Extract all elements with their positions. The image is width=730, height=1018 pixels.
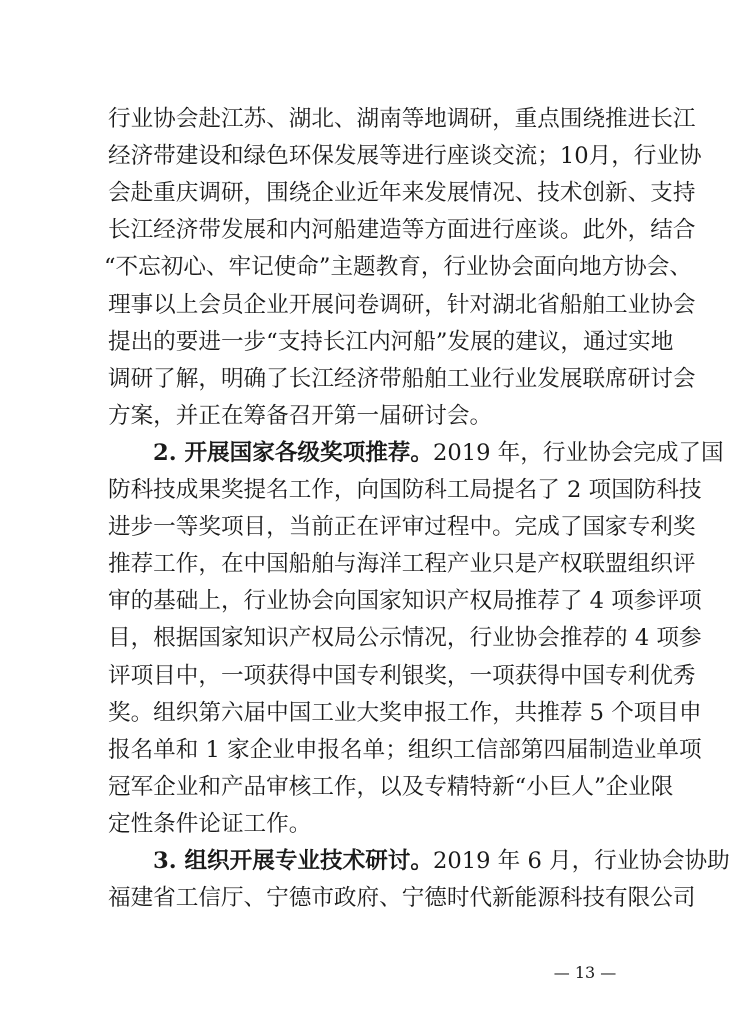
text-line: 冠军企业和产品审核工作，以及专精特新“小巨人”企业限 (108, 773, 674, 800)
text-line: 调研了解，明确了长江经济带船舶工业行业发展联席研讨会 (108, 365, 696, 392)
text-line: 福建省工信厅、宁德市政府、宁德时代新能源科技有限公司 (108, 885, 696, 912)
paragraph-first-line (153, 435, 724, 471)
text-line: 评项目中，一项获得中国专利银奖，一项获得中国专利优秀 (108, 662, 696, 689)
text-line: 会赴重庆调研，围绕企业近年来发展情况、技术创新、支持 (108, 180, 696, 207)
text-line: 奖。组织第六届中国工业大奖申报工作，共推荐 5 个项目申 (108, 699, 702, 726)
text-line: 行业协会赴江苏、湖北、湖南等地调研，重点围绕推进长江 (108, 106, 696, 132)
text-line: 推荐工作，在中国船舶与海洋工程产业只是产权联盟组织评 (108, 551, 696, 578)
section-heading: 2. 开展国家各级奖项推荐。 (153, 439, 433, 466)
text-line: 进步一等奖项目，当前正在评审过程中。完成了国家专利奖 (108, 514, 696, 541)
text-line: 理事以上会员企业开展问卷调研，针对湖北省船舶工业协会 (108, 291, 696, 318)
text-line: “不忘初心、牢记使命”主题教育，行业协会面向地方协会、 (104, 254, 692, 281)
text-span: 2019 年，行业协会完成了国 (432, 439, 724, 466)
text-line: 定性条件论证工作。 (108, 810, 312, 837)
text-line: 方案，并正在筹备召开第一届研讨会。 (108, 402, 493, 429)
paragraph-first-line (153, 843, 730, 879)
text-line: 目，根据国家知识产权局公示情况，行业协会推荐的 4 项参 (108, 625, 702, 652)
text-line: 报名单和 1 家企业申报名单；组织工信部第四届制造业单项 (108, 736, 702, 763)
text-line: 审的基础上，行业协会向国家知识产权局推荐了 4 项参评项 (108, 588, 702, 615)
section-heading: 3. 组织开展专业技术研讨。 (153, 848, 433, 874)
text-span: 2019 年 6 月，行业协会协助 (432, 848, 730, 874)
text-line: 长江经济带发展和内河船建造等方面进行座谈。此外，结合 (108, 217, 696, 244)
text-line: 经济带建设和绿色环保发展等进行座谈交流；10月，行业协 (108, 143, 702, 170)
text-line: 提出的要进一步“支持长江内河船”发展的建议，通过实地 (108, 328, 674, 355)
page-number: — 13 — (553, 963, 617, 982)
text-line: 防科技成果奖提名工作，向国防科工局提名了 2 项国防科技 (108, 477, 702, 503)
